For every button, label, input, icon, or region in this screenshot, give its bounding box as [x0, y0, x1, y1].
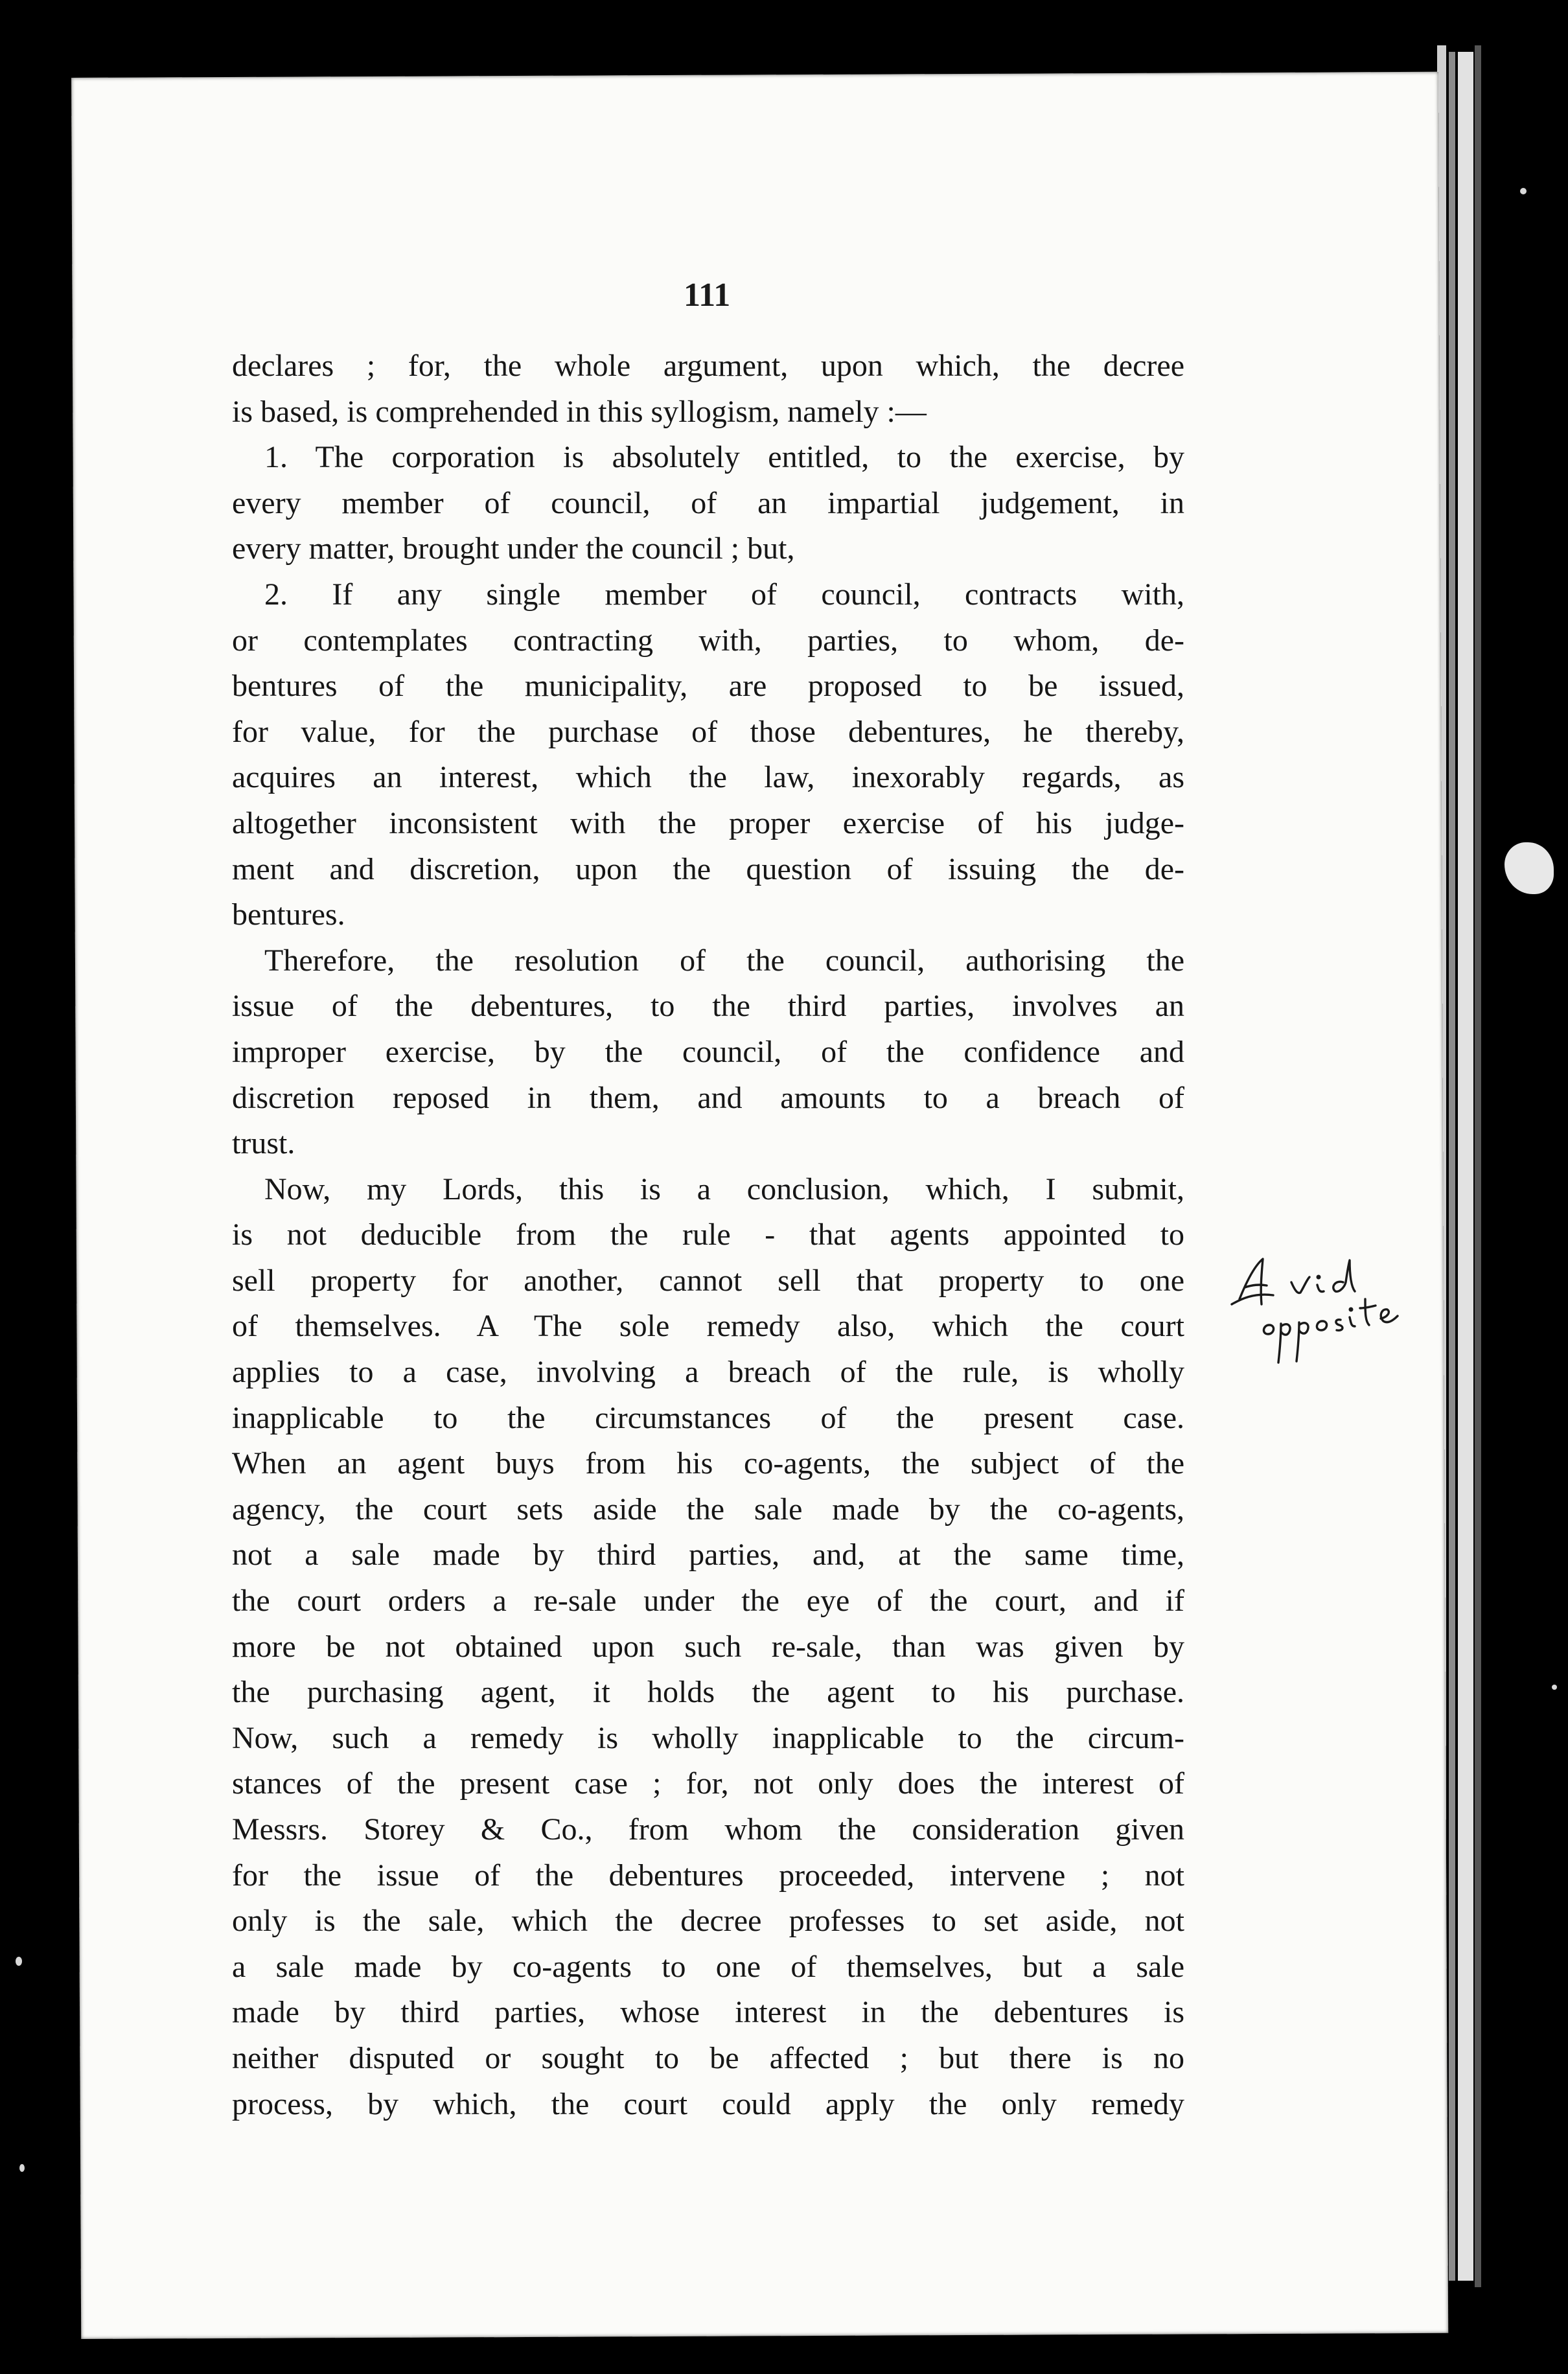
page-edge	[1475, 45, 1481, 2287]
text-line: discretion reposed in them, and amounts to a breach of	[232, 1080, 1184, 1115]
text-line: 2. If any single member of council, contracts with,	[264, 577, 1184, 612]
text-line: or contemplates contracting with, parties, to whom, de-	[232, 623, 1184, 658]
text-line: made by third parties, whose interest in the debentures is	[232, 1995, 1184, 2030]
text-line: When an agent buys from his co-agents, the subject of the	[232, 1446, 1184, 1481]
text-line: agency, the court sets aside the sale made by the co-agents,	[232, 1492, 1184, 1527]
text-line: 1. The corporation is absolutely entitled, to the exercise, by	[264, 440, 1184, 475]
text-line: process, by which, the court could apply the only remedy	[232, 2086, 1184, 2121]
text-line: only is the sale, which the decree professes to set aside, not	[232, 1904, 1184, 1939]
text-line: trust.	[232, 1126, 295, 1161]
text-line: improper exercise, by the council, of the confidence and	[232, 1034, 1184, 1069]
text-line: Now, such a remedy is wholly inapplicable to the circum-	[232, 1720, 1184, 1755]
scan-speck	[19, 2164, 25, 2172]
text-line: acquires an interest, which the law, inexorably regards, as	[232, 760, 1184, 795]
scan-speck	[16, 1957, 22, 1966]
text-line: issue of the debentures, to the third parties, involves an	[232, 989, 1184, 1024]
page-edge	[1449, 52, 1455, 2281]
text-line: for value, for the purchase of those debentures, he thereby,	[232, 714, 1184, 749]
text-line: altogether inconsistent with the proper exercise of his judge-	[232, 805, 1184, 840]
body-text	[232, 343, 1184, 2127]
paper-blot	[1505, 842, 1554, 894]
scan-speck	[1520, 188, 1527, 194]
text-line: not a sale made by third parties, and, at the same time,	[232, 1538, 1184, 1573]
handwritten-margin-note	[1228, 1254, 1422, 1370]
text-line: bentures of the municipality, are proposed to be issued,	[232, 669, 1184, 704]
text-line: of themselves. A The sole remedy also, which the court	[232, 1309, 1184, 1344]
text-line: declares ; for, the whole argument, upon which, the decree	[232, 349, 1184, 383]
text-line: more be not obtained upon such re-sale, than was given by	[232, 1629, 1184, 1664]
text-line: is not deducible from the rule - that agents appointed to	[232, 1217, 1184, 1252]
text-line: bentures.	[232, 897, 345, 932]
text-line: the court orders a re-sale under the eye of the court, and if	[232, 1584, 1184, 1619]
text-line: sell property for another, cannot sell that property to one	[232, 1263, 1184, 1298]
text-line: for the issue of the debentures proceeded, intervene ; not	[232, 1858, 1184, 1893]
handwriting-drawing	[1228, 1254, 1422, 1370]
text-line: Messrs. Storey & Co., from whom the consideration given	[232, 1812, 1184, 1847]
page-edge	[1458, 52, 1473, 2281]
page-number: 111	[684, 277, 731, 314]
text-line: neither disputed or sought to be affected ; but there is no	[232, 2040, 1184, 2075]
text-line: every matter, brought under the council ; but,	[232, 531, 795, 566]
text-line: every member of council, of an impartial judgement, in	[232, 485, 1184, 520]
text-line: ment and discretion, upon the question of issuing the de-	[232, 851, 1184, 886]
text-line: the purchasing agent, it holds the agent to his purchase.	[232, 1675, 1184, 1710]
text-line: is based, is comprehended in this syllogism, namely :—	[232, 394, 927, 429]
scan-speck	[1552, 1685, 1557, 1690]
text-line: stances of the present case ; for, not only does the interest of	[232, 1766, 1184, 1801]
text-line: inapplicable to the circumstances of the present case.	[232, 1400, 1184, 1435]
text-line: Therefore, the resolution of the council, authorising the	[264, 943, 1184, 978]
text-line: Now, my Lords, this is a conclusion, which, I submit,	[264, 1171, 1184, 1206]
text-line: applies to a case, involving a breach of the rule, is wholly	[232, 1355, 1184, 1390]
text-line: a sale made by co-agents to one of themselves, but a sale	[232, 1949, 1184, 1984]
